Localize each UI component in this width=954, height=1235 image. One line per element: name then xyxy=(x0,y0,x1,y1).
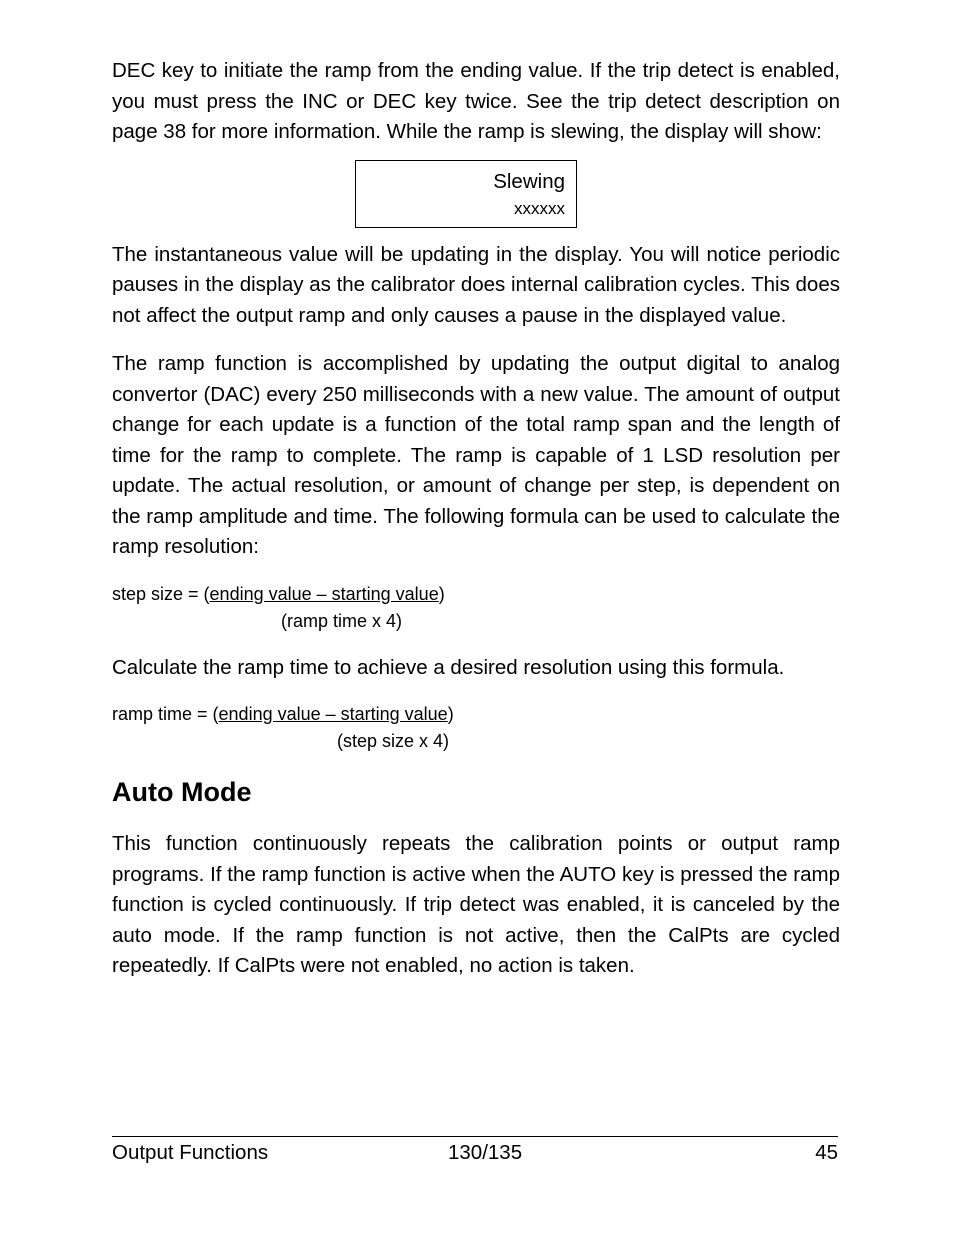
formula-step-size-line1 xyxy=(112,581,840,608)
formula-step-size xyxy=(112,581,840,635)
paragraph-calculate-ramp-time: Calculate the ramp time to achieve a desired resolution using this formula. xyxy=(112,655,785,679)
formula-step-size-suffix: ) xyxy=(438,583,445,604)
formula-step-size-denominator: (ramp time x 4) xyxy=(281,610,403,631)
footer-page-number: 45 xyxy=(815,1141,838,1164)
display-readout xyxy=(355,160,577,228)
page-content xyxy=(112,56,840,982)
formula-ramp-time-line1 xyxy=(112,701,840,728)
formula-step-size-numerator: ending value – starting value xyxy=(209,583,439,604)
paragraph-ramp-start: DEC key to initiate the ramp from the ending value. If the trip detect is enabled, you must press the INC or DEC key twice. See the trip detect description on page 38 for more information. While the ramp is slewing, the display will show: xyxy=(112,59,840,143)
paragraph-ramp-function: The ramp function is accomplished by updating the output digital to analog convertor (DAC) every 250 milliseconds with a new value. The amount of output change for each update is a function of the total ramp span and the length of time for the ramp to complete. The ramp is capable of 1 LSD resolution per update. The actual resolution, or amount of change per step, is dependent on the ramp amplitude and time. The following formula can be used to calculate the ramp resolution: xyxy=(112,352,840,558)
paragraph-auto-mode: This function continuously repeats the calibration points or output ramp programs. If the ramp function is active when the AUTO key is pressed the ramp function is cycled continuously. If trip detect was enabled, it is canceled by the auto mode. If the ramp function is not active, then the CalPts are cycled repeatedly. If CalPts were not enabled, no action is taken. xyxy=(112,832,840,977)
footer-model-number: 130/135 xyxy=(448,1141,523,1164)
section-heading-auto-mode: Auto Mode xyxy=(112,777,252,807)
paragraph-instantaneous-value: The instantaneous value will be updating in the display. You will notice periodic pauses in the display as the calibrator does internal calibration cycles. This does not affect the output ramp and only causes a pause in the displayed value. xyxy=(112,242,840,327)
formula-ramp-time-prefix: ramp time = ( xyxy=(112,704,219,724)
formula-ramp-time-denominator: (step size x 4) xyxy=(337,731,450,751)
formula-ramp-time-suffix: ) xyxy=(447,704,454,724)
page-footer xyxy=(112,1136,838,1169)
formula-ramp-time-numerator: ending value – starting value xyxy=(218,704,448,724)
footer-section-title: Output Functions xyxy=(112,1141,269,1164)
display-line-2: xxxxxx xyxy=(514,198,565,218)
formula-ramp-time xyxy=(112,701,840,755)
formula-step-size-prefix: step size = ( xyxy=(112,583,210,604)
display-line-1: Slewing xyxy=(493,169,565,193)
